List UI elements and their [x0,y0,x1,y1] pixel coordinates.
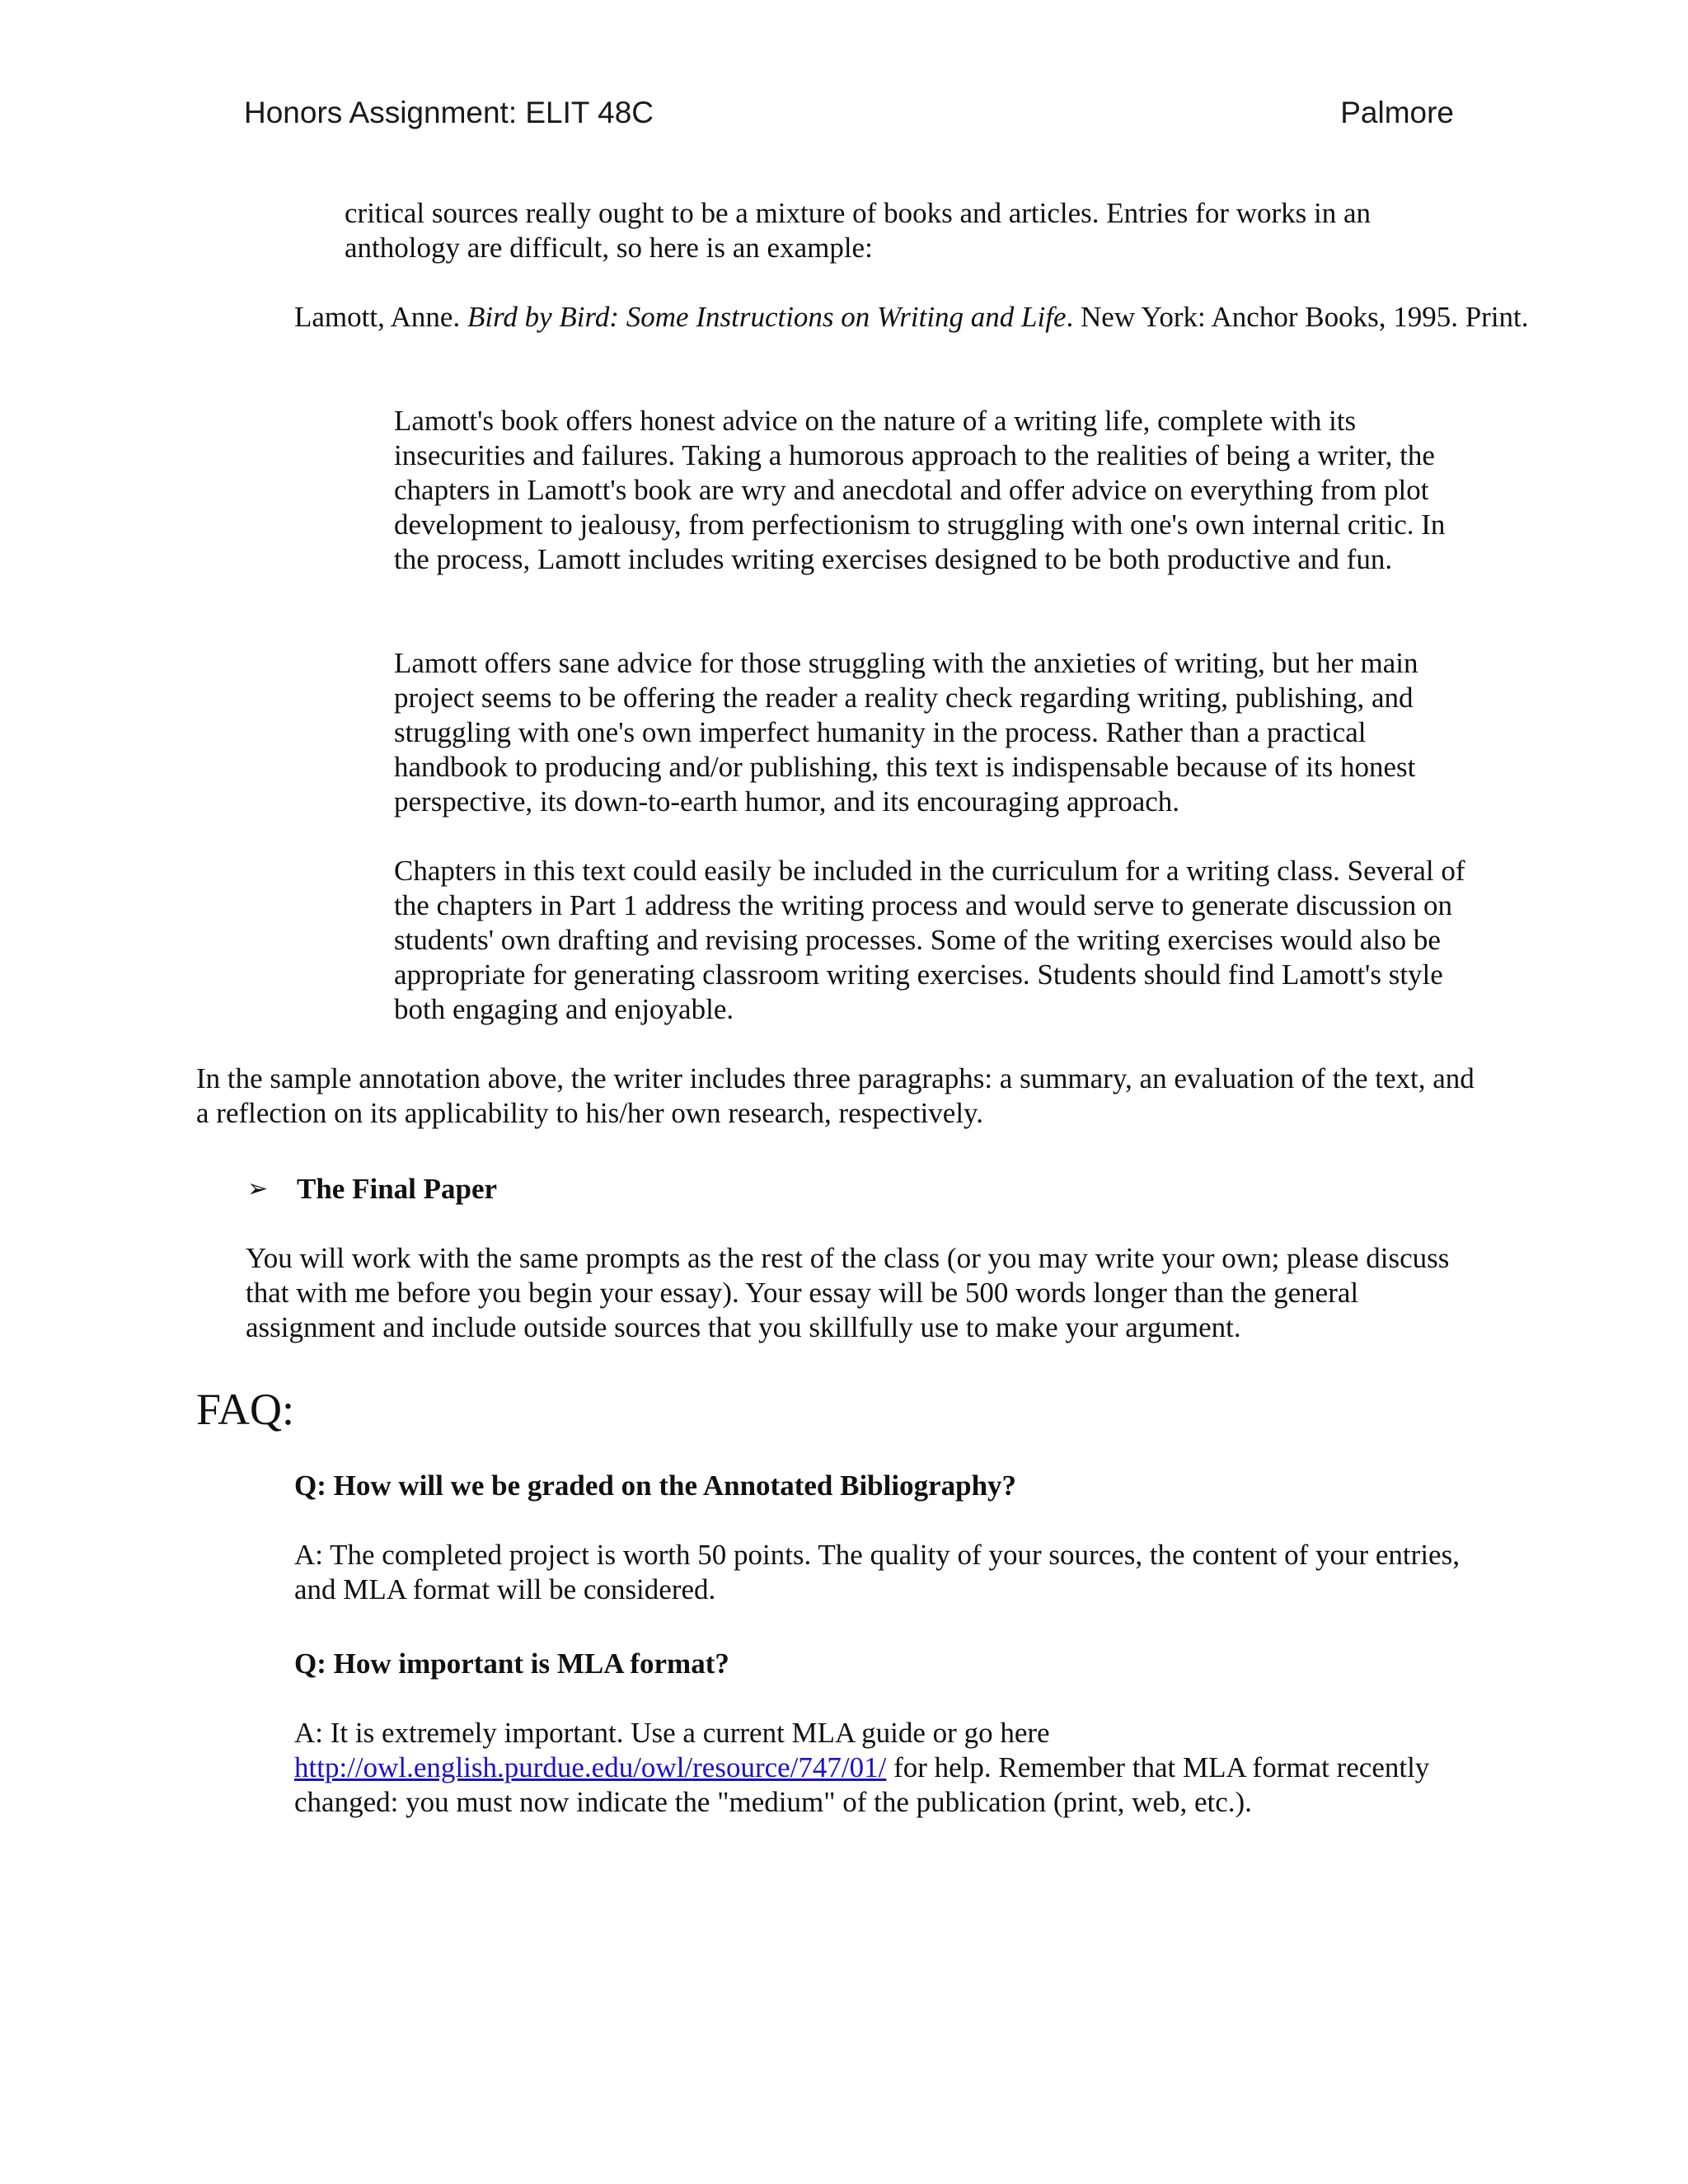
final-paper-heading [247,1172,497,1207]
faq-question-grading: Q: How will we be graded on the Annotated Bibliography? [294,1469,1017,1502]
purdue-owl-link[interactable]: http://owl.english.purdue.edu/owl/resource/747/01/ [294,1751,887,1783]
header-course-title: Honors Assignment: ELIT 48C [244,96,654,129]
faq-answer-mla [294,1716,1481,1820]
sample-citation [294,300,1564,335]
faq-title: FAQ: [196,1385,295,1434]
faq-question-mla: Q: How important is MLA format? [294,1647,729,1680]
annotation-evaluation-paragraph: Lamott offers sane advice for those struggling with the anxieties of writing, but her main project seems to be offering the reader a reality check regarding writing, publishing, and struggling with one's own imperfect humanity in the process. Rather than a practical handbook to producing and/or publishing, this text is indispensable because of its honest perspective, its down-to-earth humor, and its encouraging approach. [394,647,1418,818]
citation-publication: . New York: Anchor Books, 1995. Print. [1066,301,1529,333]
final-paper-paragraph: You will work with the same prompts as the rest of the class (or you may write your own; please discuss that with me before you begin your essay). Your essay will be 500 words longer than the general assignment and include outside sources that you skillfully use to make your argument. [246,1242,1450,1343]
annotation-reflection-paragraph: Chapters in this text could easily be included in the curriculum for a writing class. Several of the chapters in Part 1 address the writing process and would serve to generate discussion on students' own drafting and revising processes. Some of the writing exercises would also be appropriate for generating classroom writing exercises. Students should find Lamott's style both engaging and enjoyable. [394,855,1465,1025]
page-header [244,96,1454,130]
citation-author: Lamott, Anne. [294,301,461,333]
annotation-summary-paragraph: Lamott's book offers honest advice on the nature of a writing life, complete with its insecurities and failures. Taking a humorous approach to the realities of being a writer, the chapters in Lamott's book are wry and anecdotal and offer advice on everything from plot development to jealousy, from perfectionism to struggling with one's own internal critic. In the process, Lamott includes writing exercises designed to be both productive and fun. [394,405,1446,575]
faq-answer-grading: A: The completed project is worth 50 points. The quality of your sources, the content of your entries, and MLA format will be considered. [294,1539,1460,1605]
header-author-name: Palmore [1340,96,1454,129]
faq-answer-mla-rest: for help. Remember that MLA format recently changed: you must now indicate the "medium" of the publication (print, web, etc.). [294,1751,1430,1818]
sample-annotation-note: In the sample annotation above, the writer includes three paragraphs: a summary, an evaluation of the text, and a reflection on its applicability to his/her own research, respectively. [196,1062,1475,1129]
faq-answer-mla-intro: A: It is extremely important. Use a current MLA guide or go here [294,1717,1050,1749]
final-paper-heading-text: The Final Paper [297,1173,498,1205]
arrow-bullet-icon: ➢ [247,1175,269,1202]
continuation-paragraph: critical sources really ought to be a mixture of books and articles. Entries for works in an anthology are difficult, so here is an example: [345,197,1372,264]
citation-title: Bird by Bird: Some Instructions on Writing and Life [467,301,1067,333]
